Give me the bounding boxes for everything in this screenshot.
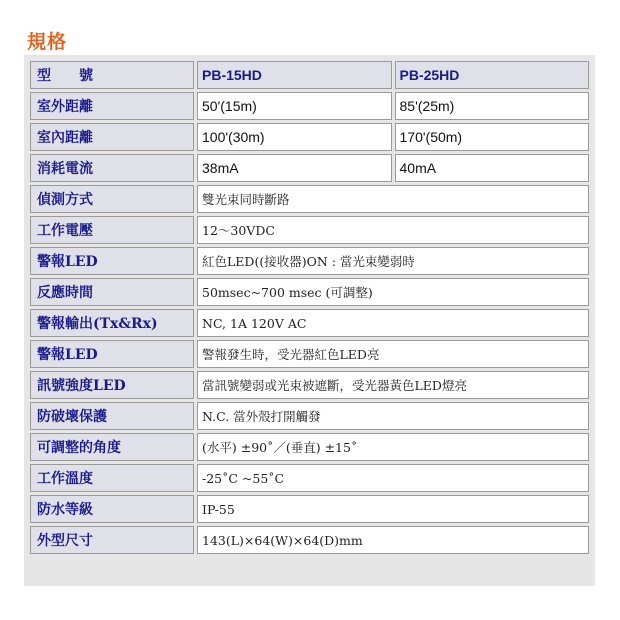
spec-table-frame xyxy=(24,55,595,586)
row-value: IP-55 xyxy=(197,495,589,523)
row-label: 警報LED xyxy=(30,340,194,368)
table-row xyxy=(30,123,589,151)
row-label: 警報LED xyxy=(30,247,194,275)
row-value: 85'(25m) xyxy=(395,92,590,120)
row-label: 偵測方式 xyxy=(30,185,194,213)
row-label: 防破壞保護 xyxy=(30,402,194,430)
table-row xyxy=(30,402,589,430)
row-value: 100'(30m) xyxy=(197,123,392,151)
row-value: 紅色LED((接收器)ON : 當光束變弱時 xyxy=(197,247,589,275)
table-row xyxy=(30,154,589,182)
row-label: 室外距離 xyxy=(30,92,194,120)
table-row xyxy=(30,92,589,120)
row-value: N.C. 當外殼打開觸發 xyxy=(197,402,589,430)
table-row xyxy=(30,433,589,461)
row-label: 可調整的角度 xyxy=(30,433,194,461)
row-label: 室內距離 xyxy=(30,123,194,151)
row-value: NC, 1A 120V AC xyxy=(197,309,589,337)
table-row xyxy=(30,371,589,399)
row-value: 38mA xyxy=(197,154,392,182)
table-row xyxy=(30,495,589,523)
row-value: 警報發生時，受光器紅色LED亮 xyxy=(197,340,589,368)
table-row xyxy=(30,216,589,244)
row-label: 消耗電流 xyxy=(30,154,194,182)
row-label: 訊號強度LED xyxy=(30,371,194,399)
model-name-pb15hd: PB-15HD xyxy=(197,61,392,89)
row-value: 50'(15m) xyxy=(197,92,392,120)
row-value: 40mA xyxy=(395,154,590,182)
row-label: 工作溫度 xyxy=(30,464,194,492)
row-label: 外型尺寸 xyxy=(30,526,194,554)
row-value: (水平) ±90˚／(垂直) ±15˚ xyxy=(197,433,589,461)
row-value: 12～30VDC xyxy=(197,216,589,244)
model-name-pb25hd: PB-25HD xyxy=(395,61,590,89)
spec-table xyxy=(27,58,592,557)
table-row xyxy=(30,526,589,554)
section-title: 規格 xyxy=(27,31,68,53)
row-value: 143(L)×64(W)×64(D)mm xyxy=(197,526,589,554)
row-label: 警報輸出(Tx&Rx) xyxy=(30,309,194,337)
row-value: 170'(50m) xyxy=(395,123,590,151)
model-label: 型 號 xyxy=(30,61,194,89)
row-value: -25˚C ~55˚C xyxy=(197,464,589,492)
row-value: 50msec~700 msec (可調整) xyxy=(197,278,589,306)
table-row xyxy=(30,247,589,275)
table-row xyxy=(30,464,589,492)
table-row xyxy=(30,278,589,306)
table-row xyxy=(30,340,589,368)
row-value: 雙光束同時斷路 xyxy=(197,185,589,213)
table-row xyxy=(30,309,589,337)
row-label: 工作電壓 xyxy=(30,216,194,244)
row-label: 反應時間 xyxy=(30,278,194,306)
row-label: 防水等級 xyxy=(30,495,194,523)
row-value: 當訊號變弱或光束被遮斷，受光器黃色LED燈亮 xyxy=(197,371,589,399)
table-header-row xyxy=(30,61,589,89)
table-row xyxy=(30,185,589,213)
